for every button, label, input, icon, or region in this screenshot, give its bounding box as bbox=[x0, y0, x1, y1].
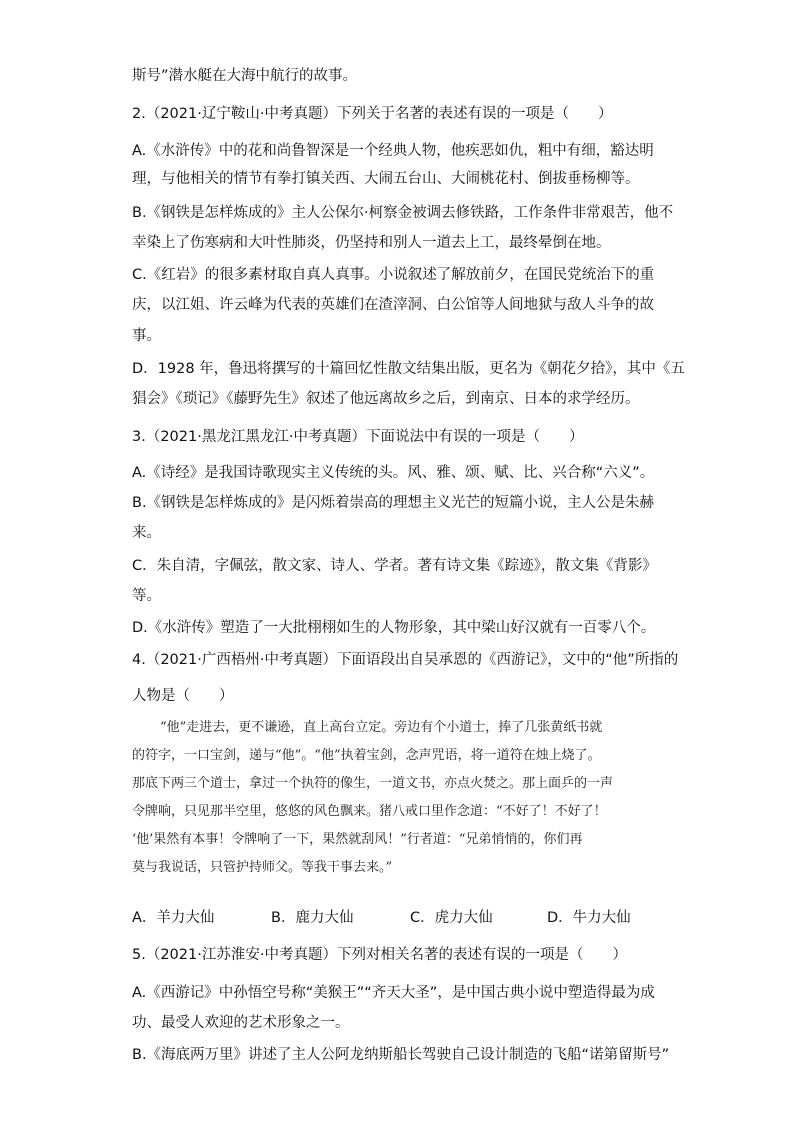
question-3-stem: 3.（2021·黑龙江黑龙江·中考真题）下面说法中有误的一项是（ ） bbox=[132, 429, 584, 445]
q5-option-b: B.《海底两万里》讲述了主人公阿龙纳斯船长驾驶自己设计制造的飞船“诺第留斯号” bbox=[132, 1047, 670, 1063]
text-line: 理，与他相关的情节有拳打镇关西、大闹五台山、大闹桃花村、倒拔垂杨柳等。 bbox=[132, 171, 640, 187]
text-line: 等。 bbox=[132, 588, 161, 604]
passage-line: 的符字，一口宝剑，递与“他”。“他”执着宝剑，念声咒语，将一道符在烛上烧了。 bbox=[132, 748, 601, 763]
q4-option-a: A．羊力大仙 bbox=[132, 910, 215, 926]
q4-option-d: D．牛力大仙 bbox=[547, 910, 631, 926]
q4-option-b: B．鹿力大仙 bbox=[271, 910, 354, 926]
question-4-stem: 4.（2021·广西梧州·中考真题）下面语段出自吴承恩的《西游记》，文中的“他”所指的 bbox=[132, 652, 679, 668]
q2-option-b: B.《钢铁是怎样炼成的》主人公保尔·柯察金被调去修铁路，工作条件非常艰苦，他不 bbox=[132, 205, 674, 221]
passage-line: 令牌响，只见那半空里，悠悠的风色飘来。猪八戒口里作念道：“不好了！不好了！ bbox=[132, 804, 607, 819]
text-line: 人物是（ ） bbox=[132, 688, 234, 704]
text-line: 庆，以江姐、许云峰为代表的英雄们在渣滓洞、白公馆等人间地狱与敌人斗争的故 bbox=[132, 297, 654, 313]
text-line: 斯号”潜水艇在大海中航行的故事。 bbox=[132, 68, 358, 84]
text-line: 猖会》《琐记》《藤野先生》叙述了他远离故乡之后，到南京、日本的求学经历。 bbox=[132, 391, 640, 407]
q3-option-c: C．朱自清，字佩弦，散文家、诗人、学者。著有诗文集《踪迹》，散文集《背影》 bbox=[132, 558, 657, 574]
question-5-stem: 5.（2021·江苏淮安·中考真题）下列对相关名著的表述有误的一项是（ ） bbox=[132, 947, 627, 963]
q2-option-d: D．1928 年，鲁迅将撰写的十篇回忆性散文结集出版，更名为《朝花夕拾》，其中《五 bbox=[132, 361, 685, 377]
text-line: 来。 bbox=[132, 525, 161, 541]
passage-line: ‘他’果然有本事！令牌响了一下，果然就刮风！”行者道：“兄弟悄悄的，你们再 bbox=[132, 832, 583, 847]
text-line: 幸染上了伤寒病和大叶性肺炎，仍坚持和别人一道去上工，最终晕倒在地。 bbox=[132, 235, 611, 251]
q4-option-c: C．虎力大仙 bbox=[410, 910, 493, 926]
q3-option-d: D.《水浒传》塑造了一大批栩栩如生的人物形象，其中梁山好汉就有一百零八个。 bbox=[132, 620, 656, 636]
text-line: 事。 bbox=[132, 328, 161, 344]
passage-line: 莫与我说话，只管护持师父。等我干事去来。” bbox=[132, 860, 393, 875]
quoted-passage bbox=[132, 716, 662, 896]
question-2-stem: 2.（2021·辽宁鞍山·中考真题）下列关于名著的表述有误的一项是（ ） bbox=[132, 106, 613, 122]
q5-option-a: A.《西游记》中孙悟空号称“美猴王”“齐天大圣”，是中国古典小说中塑造得最为成 bbox=[132, 985, 655, 1001]
q2-option-c: C.《红岩》的很多素材取自真人真事。小说叙述了解放前夕，在国民党统治下的重 bbox=[132, 267, 655, 283]
q3-option-b: B.《钢铁是怎样炼成的》是闪烁着崇高的理想主义光芒的短篇小说，主人公是朱赫 bbox=[132, 495, 655, 511]
text-line: 功、最受人欢迎的艺术形象之一。 bbox=[132, 1015, 350, 1031]
q3-option-a: A.《诗经》是我国诗歌现实主义传统的头。风、雅、颂、赋、比、兴合称“六义”。 bbox=[132, 465, 655, 481]
passage-line: “他”走进去，更不谦逊，直上高台立定。旁边有个小道士，捧了几张黄纸书就 bbox=[134, 720, 603, 735]
q2-option-a: A.《水浒传》中的花和尚鲁智深是一个经典人物，他疾恶如仇，粗中有细，豁达明 bbox=[132, 143, 654, 159]
passage-line: 那底下两三个道士，拿过一个执符的像生，一道文书，亦点火焚之。那上面乒的一声 bbox=[132, 776, 614, 791]
